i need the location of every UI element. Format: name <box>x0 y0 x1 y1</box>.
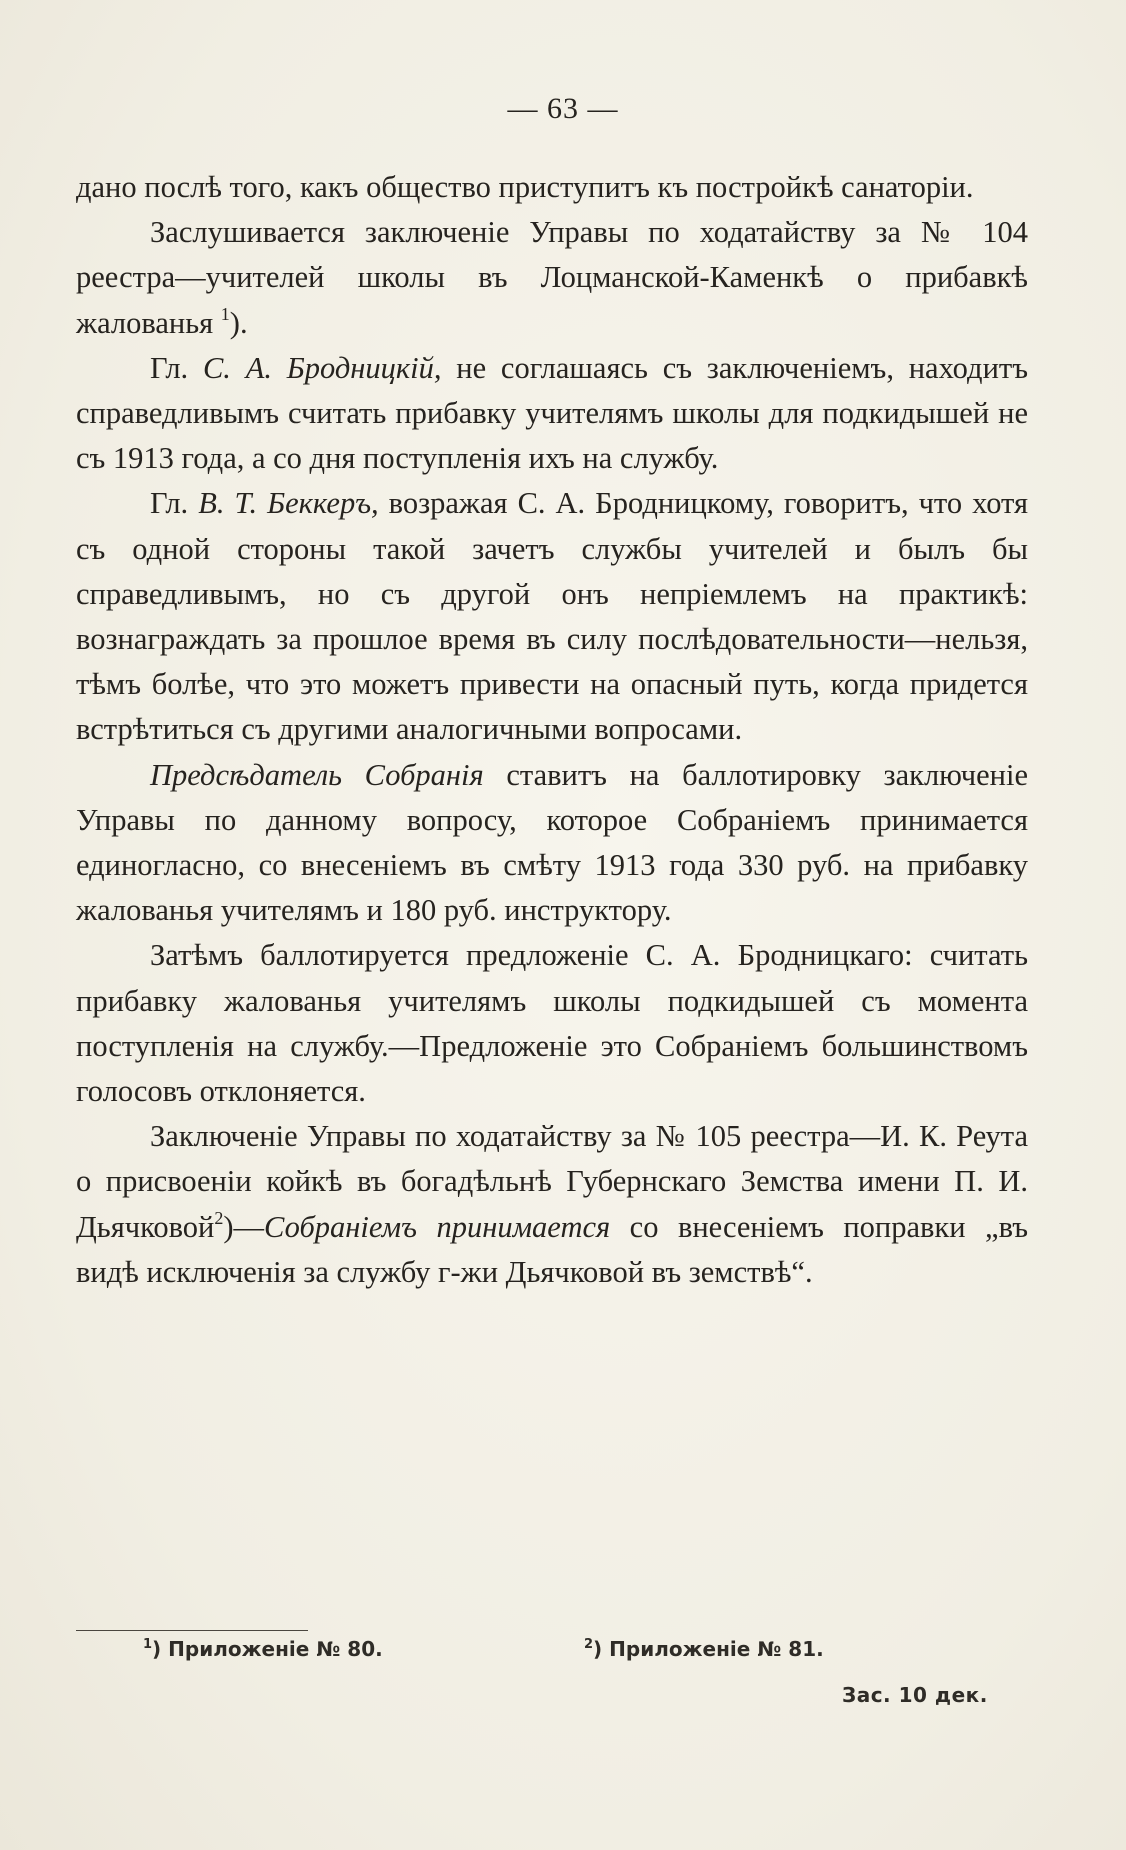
footnote-1-paren: ) <box>152 1637 162 1661</box>
footnote-1-marker: 1 <box>143 1637 153 1652</box>
paragraph-text: Заслушивается заключеніе Управы по ходатайству за № 104 реестра—учителей школы въ Лоцманской-Каменкѣ о прибавкѣ жалованья <box>76 215 1028 340</box>
paragraph-text: Затѣмъ баллотируется предложеніе С. А. Бродницкаго: считать прибавку жалованья учителямъ школы подкидышей съ момента поступленія на службу.—Предложеніе это Собраніемъ большинствомъ голосовъ отклоняется. <box>76 938 1028 1109</box>
paragraph-text: ставитъ на баллотировку заключеніе Управы по данному вопросу, которое Собраніемъ принимается единогласно, со внесеніемъ въ смѣту 1913 года 330 руб. на прибавку жалованья учителямъ и 180 руб. инструктору. <box>76 757 1029 928</box>
paragraph-text: )— <box>223 1209 265 1244</box>
italic-name: Предсѣдатель Собранія <box>150 757 484 792</box>
paragraph-text: Заключеніе Управы по ходатайству за № 105 реестра—И. К. Реута о присвоеніи койкѣ въ богадѣльнѣ Губернскаго Земства имени П. И. Дьячковой <box>76 1119 1028 1244</box>
paragraph-2 <box>76 210 1028 346</box>
italic-name: В. Т. Беккеръ, <box>198 486 379 521</box>
italic-name: С. А. Бродницкій, <box>202 350 442 385</box>
paragraph-3 <box>76 346 1028 482</box>
paragraph-1 <box>76 165 1028 210</box>
paragraph-text: не соглашаясь съ заключеніемъ, находитъ справедливымъ считать прибавку учителямъ школы для подкидышей не съ 1913 года, а со дня поступленія ихъ на службу. <box>76 350 1028 476</box>
body-text <box>76 165 1028 1295</box>
footnote-2-paren: ) <box>593 1637 603 1661</box>
paragraph-5 <box>76 753 1028 934</box>
footnote-reference: 1 <box>220 303 230 324</box>
page-number: — 63 — <box>507 92 619 125</box>
printer-signature-mark: Зас. 10 дек. <box>842 1683 988 1707</box>
paragraph-text: возражая С. А. Бродницкому, говоритъ, что хотя съ одной стороны такой зачетъ службы учителей и былъ бы справедливымъ, но съ другой онъ непріемлемъ на практикѣ: вознаграждать за прошлое время въ силу послѣдовательности—нельзя, тѣмъ болѣе, что это можетъ привести на опасный путь, когда придется встрѣтиться съ другими аналогичными вопросами. <box>76 486 1029 747</box>
footnote-divider <box>76 1630 308 1631</box>
footnote-1-text: Приложеніе № 80. <box>161 1637 383 1661</box>
italic-name: Собраніемъ принимается <box>264 1209 611 1244</box>
paragraph-6 <box>76 933 1028 1114</box>
footnote-1 <box>143 1637 383 1661</box>
paragraph-4 <box>76 481 1028 752</box>
paragraph-text: Гл. <box>150 486 199 521</box>
footnote-reference: 2 <box>214 1207 224 1228</box>
paragraph-text: дано послѣ того, какъ общество приступитъ къ постройкѣ санаторіи. <box>76 170 974 204</box>
paragraph-7 <box>76 1114 1028 1295</box>
footnote-2 <box>584 1637 824 1661</box>
footnote-2-marker: 2 <box>584 1637 594 1652</box>
paragraph-text: со внесеніемъ поправки „въ видѣ исключенія за службу г-жи Дьячковой въ земствѣ“. <box>76 1209 1028 1289</box>
paragraph-text: ). <box>229 305 248 340</box>
paragraph-text: Гл. <box>150 350 203 385</box>
footnote-2-text: Приложеніе № 81. <box>602 1637 824 1661</box>
